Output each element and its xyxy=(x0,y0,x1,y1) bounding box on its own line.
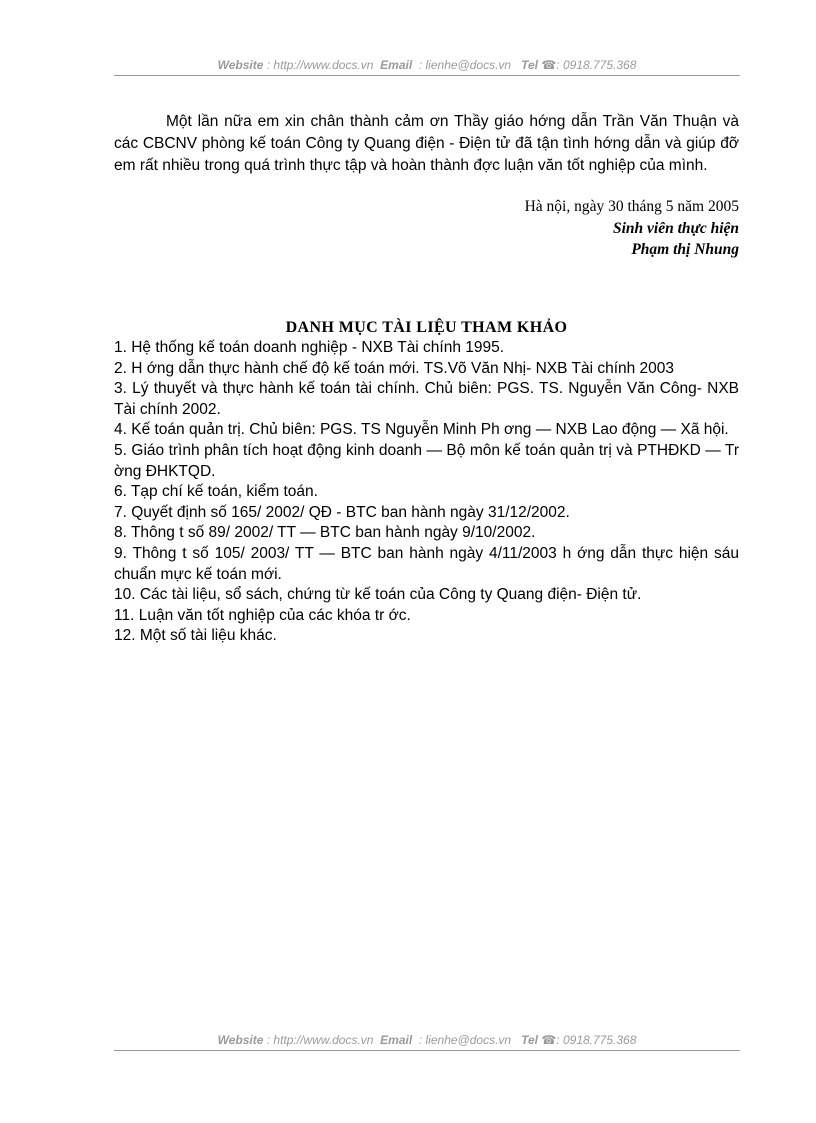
header-divider xyxy=(114,75,740,76)
phone-icon: ☎ xyxy=(541,58,557,72)
tel-value: : 0918.775.368 xyxy=(556,58,637,72)
email-value: : lienhe@docs.vn xyxy=(418,58,512,72)
references-title: DANH MỤC TÀI LIỆU THAM KHẢO xyxy=(285,319,568,336)
page-footer xyxy=(114,1033,740,1051)
references-list xyxy=(114,338,739,647)
signature-role: Sinh viên thực hiện xyxy=(613,220,739,237)
footer-email-value: : lienhe@docs.vn xyxy=(418,1033,512,1047)
reference-item: 5. Giáo trình phân tích hoạt động kinh doanh — Bộ môn kế toán quản trị và PTHĐKD — Tr ờng ĐHKTQD. xyxy=(114,441,739,480)
acknowledgement-text: Một lần nữa em xin chân thành cảm ơn Thầy giáo hớng dẫn Trần Văn Thuận và các CBCNV phòng kế toán Công ty Quang điện - Điện tử đã tận tình hớng dẫn và giúp đỡ em rất nhiều trong quá trình thực tập và hoàn thành đợc luận văn tốt nghiệp của mình. xyxy=(114,113,739,174)
tel-label: Tel xyxy=(521,58,538,72)
reference-item: 3. Lý thuyết và thực hành kế toán tài chính. Chủ biên: PGS. TS. Nguyễn Văn Công- NXB Tài chính 2002. xyxy=(114,380,739,418)
reference-item: 8. Thông t số 89/ 2002/ TT — BTC ban hành ngày 9/10/2002. xyxy=(114,524,536,542)
footer-phone-icon: ☎ xyxy=(541,1033,557,1047)
footer-tel-label: Tel xyxy=(521,1033,538,1047)
reference-item: 6. Tạp chí kế toán, kiểm toán. xyxy=(114,483,318,501)
reference-item: 11. Luận văn tốt nghiệp của các khóa tr ớc. xyxy=(114,606,411,624)
website-label: Website xyxy=(217,58,264,72)
reference-item: 1. Hệ thống kế toán doanh nghiệp - NXB Tài chính 1995. xyxy=(114,339,505,356)
signature-date: Hà nội, ngày 30 tháng 5 năm 2005 xyxy=(524,198,739,215)
website-value: : http://www.docs.vn xyxy=(266,58,374,72)
footer-divider xyxy=(114,1050,740,1051)
footer-website-label: Website xyxy=(217,1033,264,1047)
reference-item: 12. Một số tài liệu khác. xyxy=(114,627,277,645)
signature-name: Phạm thị Nhung xyxy=(631,241,739,258)
reference-item: 2. H ớng dẫn thực hành chế độ kế toán mới. TS.Võ Văn Nhị- NXB Tài chính 2003 xyxy=(114,359,675,377)
footer-tel-value: : 0918.775.368 xyxy=(556,1033,637,1047)
reference-item: 4. Kế toán quản trị. Chủ biên: PGS. TS Nguyễn Minh Ph ơng — NXB Lao động — Xã hội. xyxy=(114,421,729,439)
footer-website-value: : http://www.docs.vn xyxy=(266,1033,374,1047)
reference-item: 10. Các tài liệu, sổ sách, chứng từ kế toán của Công ty Quang điện- Điện tử. xyxy=(114,586,642,604)
reference-item: 7. Quyết định số 165/ 2002/ QĐ - BTC ban hành ngày 31/12/2002. xyxy=(114,503,570,521)
email-label: Email xyxy=(380,58,413,72)
acknowledgement-paragraph xyxy=(114,111,739,177)
page-header xyxy=(114,58,740,76)
reference-item: 9. Thông t số 105/ 2003/ TT — BTC ban hành ngày 4/11/2003 h ớng dẫn thực hiện sáu chuẩn mực kế toán mới. xyxy=(114,544,739,583)
footer-email-label: Email xyxy=(380,1033,413,1047)
